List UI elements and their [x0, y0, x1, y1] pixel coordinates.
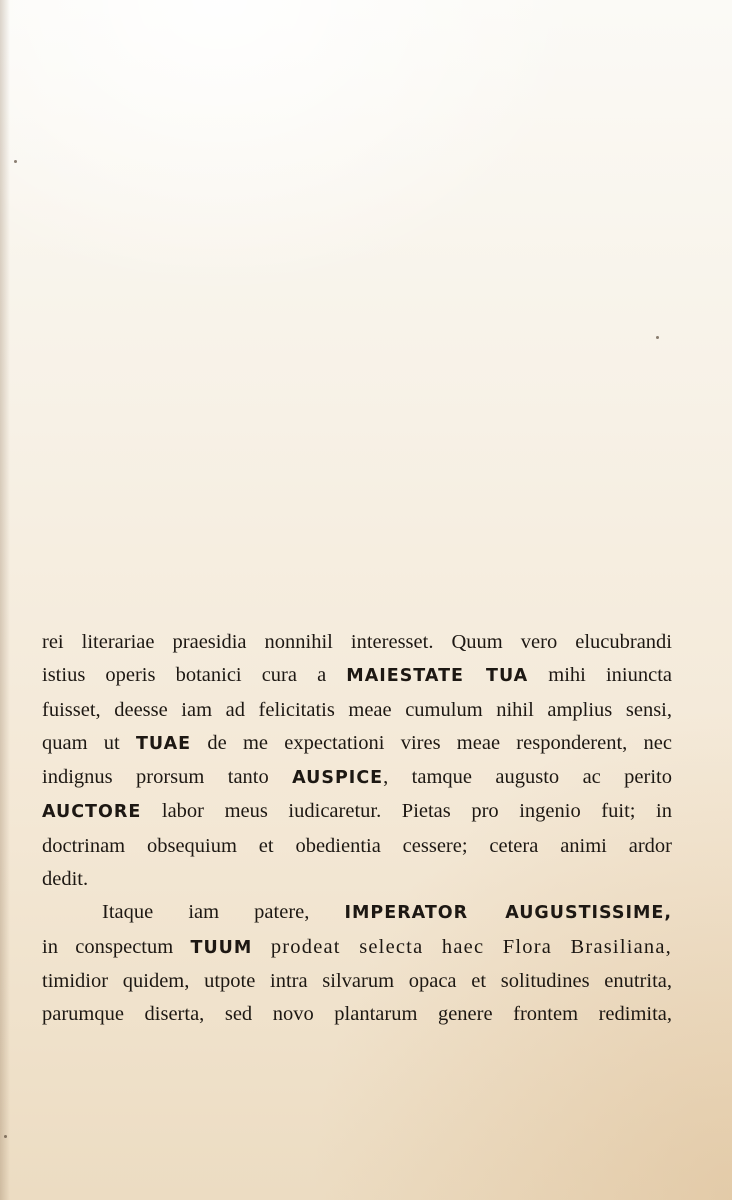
- text-span: rei literariae praesidia nonnihil interesset. Quum vero elucubrandi: [42, 631, 672, 653]
- text-span: timidior quidem, utpote intra silvarum opaca et solitudines enutrita,: [42, 969, 672, 992]
- text-line: [42, 727, 672, 761]
- text-line: [42, 659, 672, 693]
- paper-speck: [4, 1135, 7, 1138]
- text-span: indignus prorsum tanto: [42, 766, 293, 789]
- text-span: fuisset, deesse iam ad felicitatis meae cumulum nihil amplius sensi,: [42, 698, 672, 721]
- caps-span: TUUM: [190, 937, 253, 958]
- page-gutter-shadow: [0, 0, 10, 1200]
- text-span: de me expectationi vires meae responderent, nec: [191, 731, 672, 754]
- paper-speck: [14, 160, 17, 163]
- text-line: [42, 896, 672, 930]
- caps-span: MAIESTATE TUA: [346, 666, 529, 687]
- text-line: [42, 761, 672, 795]
- text-span: mihi iniuncta: [528, 664, 672, 687]
- text-line: [42, 965, 672, 998]
- text-line: [42, 830, 672, 863]
- text-line: [42, 931, 672, 965]
- caps-span: IMPERATOR AUGUSTISSIME,: [344, 903, 673, 924]
- text-span: in conspectum: [42, 935, 191, 958]
- caps-span: AUSPICE: [292, 768, 384, 789]
- text-span: , tamque augusto ac perito: [383, 766, 672, 789]
- text-line: [42, 998, 672, 1031]
- body-text: [42, 626, 672, 1032]
- text-line: [42, 863, 672, 896]
- text-span: parumque diserta, sed novo plantarum genere frontem redimita,: [42, 1003, 672, 1026]
- text-line: [42, 626, 672, 659]
- caps-span: TUAE: [136, 733, 192, 754]
- text-line: [42, 795, 672, 829]
- text-span: labor meus iudicaretur. Pietas pro ingenio fuit; in: [141, 800, 672, 823]
- text-span: dedit.: [42, 868, 89, 891]
- text-line: [42, 694, 672, 727]
- paper-speck: [656, 336, 659, 339]
- text-span: doctrinam obsequium et obedientia cessere; cetera animi ardor: [42, 834, 672, 857]
- text-span: istius operis botanici cura a: [42, 664, 347, 687]
- caps-span: AUCTORE: [42, 802, 142, 823]
- text-span: Itaque iam patere,: [102, 901, 345, 924]
- text-span: quam ut: [42, 731, 136, 754]
- text-span: prodeat selecta haec Flora Brasiliana,: [252, 935, 672, 958]
